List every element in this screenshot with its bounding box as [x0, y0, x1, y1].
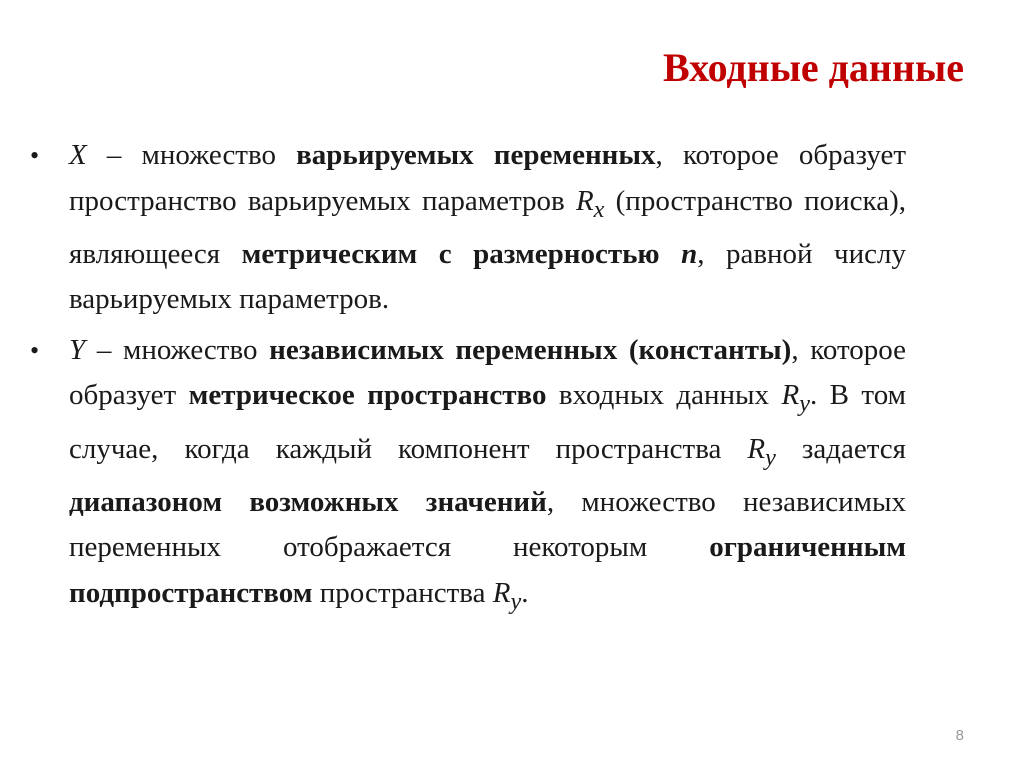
slide-title: Входные данные: [662, 45, 964, 90]
bullet-text: [69, 333, 907, 615]
text-run: – множество: [86, 139, 297, 171]
text-run: пространства: [312, 576, 493, 609]
text-run: задается: [775, 432, 906, 465]
text-run: – множество: [85, 333, 270, 366]
bullet-text: [69, 139, 906, 315]
bold-run: независимых переменных (константы): [269, 333, 792, 366]
italic-run: R: [747, 432, 766, 465]
italic-run: R: [781, 379, 800, 412]
italic-run: R: [575, 184, 594, 217]
bullet-item-x: [30, 133, 906, 323]
italic-run: X: [69, 139, 87, 171]
subscript: y: [799, 390, 810, 418]
italic-run: R: [492, 576, 511, 609]
bold-run: метрическим с размерностью: [241, 237, 682, 270]
text-run: . В том случае, когда каждый компонент пространства: [69, 379, 907, 465]
bold-run: n: [681, 237, 698, 270]
text-run: , множество независимых переменных отображается некоторым: [69, 485, 906, 564]
text-run: , равной числу варьируемых параметров.: [69, 237, 906, 316]
text-run: , которое образует: [69, 333, 907, 412]
bold-run: диапазоном возможных значений: [69, 485, 547, 518]
text-run: , которое образует пространство варьируемых параметров: [69, 139, 906, 217]
text-run: (пространство поиска), являющееся: [69, 184, 906, 270]
page-number: 8: [955, 727, 964, 744]
subscript: x: [593, 195, 605, 223]
bullet-marker: •: [30, 141, 40, 170]
bold-run: метрическое пространство: [188, 379, 547, 412]
subscript: y: [510, 587, 522, 615]
text-run: .: [521, 576, 529, 609]
bullet-item-y: [30, 328, 906, 624]
subscript: y: [765, 443, 776, 471]
italic-run: Y: [69, 333, 86, 366]
bold-run: варьируемых переменных: [296, 139, 656, 171]
bold-run: ограниченным подпространством: [69, 531, 906, 609]
bullet-marker: •: [30, 335, 40, 365]
text-run: входных данных: [546, 379, 782, 412]
bullet-list: [30, 133, 906, 629]
